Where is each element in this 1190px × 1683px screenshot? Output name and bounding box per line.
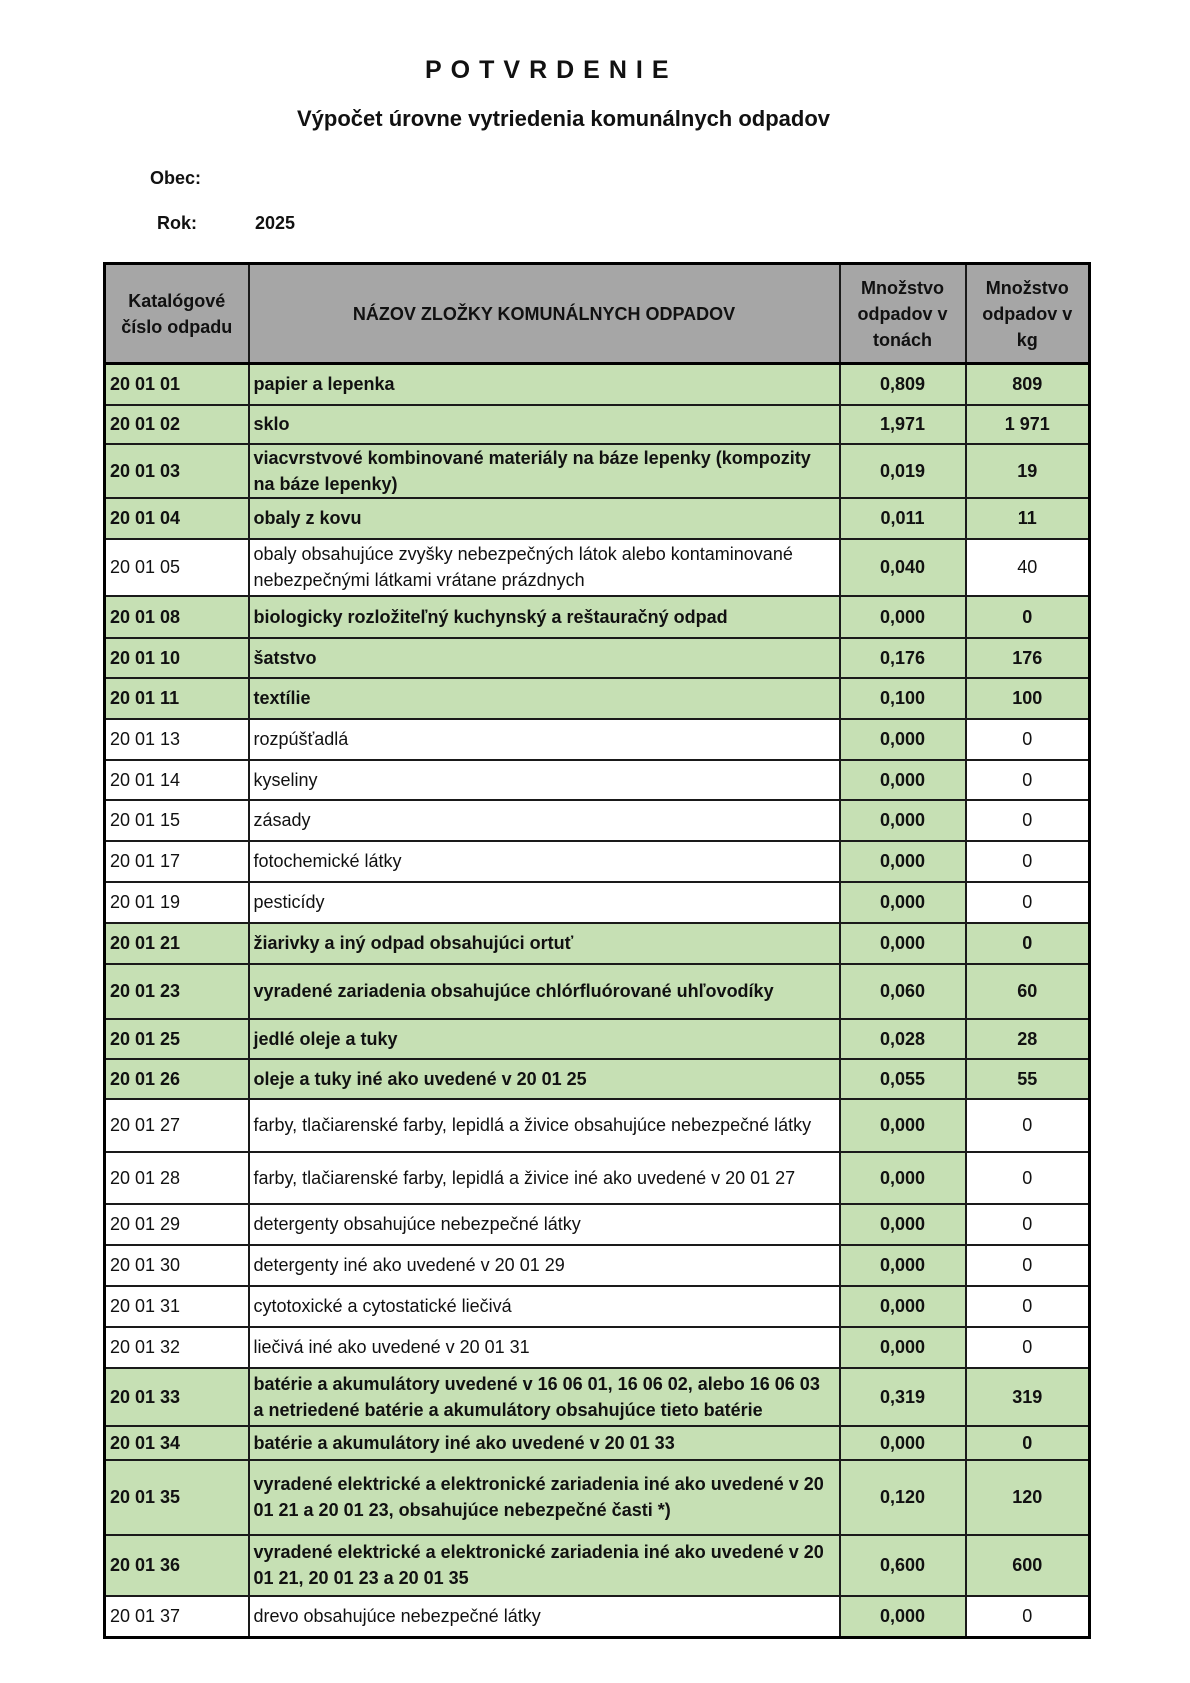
cell-tonnes: 0,000 <box>840 1099 966 1152</box>
column-header-tonnes: Množstvo odpadov v tonách <box>840 264 966 364</box>
cell-name: detergenty obsahujúce nebezpečné látky <box>249 1204 840 1245</box>
cell-name: biologicky rozložiteľný kuchynský a reštauračný odpad <box>249 596 840 638</box>
cell-name: žiarivky a iný odpad obsahujúci ortuť <box>249 923 840 964</box>
cell-tonnes: 0,000 <box>840 923 966 964</box>
table-row <box>105 1535 1090 1596</box>
table-body <box>105 364 1090 1638</box>
cell-code: 20 01 13 <box>105 719 249 760</box>
cell-name: vyradené elektrické a elektronické zariadenia iné ako uvedené v 20 01 21, 20 01 23 a 20 01 35 <box>249 1535 840 1596</box>
cell-name: kyseliny <box>249 760 840 800</box>
table-row <box>105 882 1090 923</box>
cell-code: 20 01 33 <box>105 1368 249 1426</box>
cell-code: 20 01 29 <box>105 1204 249 1245</box>
cell-name: jedlé oleje a tuky <box>249 1019 840 1059</box>
cell-tonnes: 0,000 <box>840 882 966 923</box>
cell-code: 20 01 27 <box>105 1099 249 1152</box>
table-row <box>105 1099 1090 1152</box>
cell-kg: 19 <box>966 444 1090 498</box>
cell-kg: 0 <box>966 1286 1090 1327</box>
cell-code: 20 01 26 <box>105 1059 249 1099</box>
table-row <box>105 1426 1090 1460</box>
cell-code: 20 01 11 <box>105 678 249 719</box>
table-row <box>105 638 1090 678</box>
cell-code: 20 01 08 <box>105 596 249 638</box>
cell-name: batérie a akumulátory uvedené v 16 06 01, 16 06 02, alebo 16 06 03 a netriedené batérie a akumulátory obsahujúce tieto batérie <box>249 1368 840 1426</box>
cell-name: detergenty iné ako uvedené v 20 01 29 <box>249 1245 840 1286</box>
cell-code: 20 01 05 <box>105 539 249 596</box>
table-row <box>105 1327 1090 1368</box>
cell-code: 20 01 19 <box>105 882 249 923</box>
table-row <box>105 760 1090 800</box>
table-row <box>105 364 1090 405</box>
cell-code: 20 01 17 <box>105 841 249 882</box>
cell-code: 20 01 15 <box>105 800 249 841</box>
table-row <box>105 1204 1090 1245</box>
table-row <box>105 1019 1090 1059</box>
cell-code: 20 01 36 <box>105 1535 249 1596</box>
cell-tonnes: 0,176 <box>840 638 966 678</box>
cell-kg: 100 <box>966 678 1090 719</box>
cell-tonnes: 0,060 <box>840 964 966 1019</box>
cell-code: 20 01 34 <box>105 1426 249 1460</box>
cell-tonnes: 0,000 <box>840 1152 966 1204</box>
cell-tonnes: 1,971 <box>840 405 966 444</box>
table-row <box>105 678 1090 719</box>
cell-kg: 28 <box>966 1019 1090 1059</box>
cell-kg: 0 <box>966 1426 1090 1460</box>
table-row <box>105 1286 1090 1327</box>
cell-kg: 0 <box>966 800 1090 841</box>
cell-tonnes: 0,000 <box>840 1286 966 1327</box>
cell-name: drevo obsahujúce nebezpečné látky <box>249 1596 840 1638</box>
cell-name: farby, tlačiarenské farby, lepidlá a živice obsahujúce nebezpečné látky <box>249 1099 840 1152</box>
table-row <box>105 800 1090 841</box>
cell-kg: 0 <box>966 760 1090 800</box>
cell-tonnes: 0,000 <box>840 596 966 638</box>
cell-kg: 0 <box>966 596 1090 638</box>
cell-name: papier a lepenka <box>249 364 840 405</box>
cell-tonnes: 0,055 <box>840 1059 966 1099</box>
table-row <box>105 1152 1090 1204</box>
table-row <box>105 1460 1090 1535</box>
table-row <box>105 841 1090 882</box>
table-row <box>105 1059 1090 1099</box>
cell-code: 20 01 01 <box>105 364 249 405</box>
cell-tonnes: 0,000 <box>840 1596 966 1638</box>
table-header-row <box>105 264 1090 364</box>
cell-kg: 11 <box>966 498 1090 539</box>
cell-code: 20 01 14 <box>105 760 249 800</box>
cell-kg: 60 <box>966 964 1090 1019</box>
table-row <box>105 498 1090 539</box>
cell-tonnes: 0,040 <box>840 539 966 596</box>
obec-label: Obec: <box>150 168 202 188</box>
column-header-kg: Množstvo odpadov v kg <box>966 264 1090 364</box>
cell-kg: 0 <box>966 1327 1090 1368</box>
cell-name: pesticídy <box>249 882 840 923</box>
cell-kg: 0 <box>966 1152 1090 1204</box>
cell-kg: 0 <box>966 882 1090 923</box>
table-row <box>105 1245 1090 1286</box>
cell-tonnes: 0,000 <box>840 800 966 841</box>
cell-kg: 319 <box>966 1368 1090 1426</box>
cell-name: cytotoxické a cytostatické liečivá <box>249 1286 840 1327</box>
cell-code: 20 01 30 <box>105 1245 249 1286</box>
cell-name: rozpúšťadlá <box>249 719 840 760</box>
cell-code: 20 01 32 <box>105 1327 249 1368</box>
cell-code: 20 01 25 <box>105 1019 249 1059</box>
column-header-name: NÁZOV ZLOŽKY KOMUNÁLNYCH ODPADOV <box>249 264 840 364</box>
cell-tonnes: 0,000 <box>840 719 966 760</box>
cell-tonnes: 0,100 <box>840 678 966 719</box>
cell-tonnes: 0,011 <box>840 498 966 539</box>
cell-tonnes: 0,028 <box>840 1019 966 1059</box>
cell-code: 20 01 31 <box>105 1286 249 1327</box>
cell-code: 20 01 23 <box>105 964 249 1019</box>
document-subtitle: Výpočet úrovne vytriedenia komunálnych odpadov <box>297 106 831 131</box>
cell-code: 20 01 37 <box>105 1596 249 1638</box>
cell-name: zásady <box>249 800 840 841</box>
table-row <box>105 596 1090 638</box>
cell-kg: 40 <box>966 539 1090 596</box>
cell-tonnes: 0,000 <box>840 1204 966 1245</box>
cell-kg: 120 <box>966 1460 1090 1535</box>
cell-tonnes: 0,000 <box>840 1426 966 1460</box>
cell-name: textílie <box>249 678 840 719</box>
table-row <box>105 1368 1090 1426</box>
cell-code: 20 01 03 <box>105 444 249 498</box>
cell-kg: 600 <box>966 1535 1090 1596</box>
table-row <box>105 1596 1090 1638</box>
cell-kg: 0 <box>966 1099 1090 1152</box>
cell-name: sklo <box>249 405 840 444</box>
cell-code: 20 01 35 <box>105 1460 249 1535</box>
cell-kg: 809 <box>966 364 1090 405</box>
cell-code: 20 01 02 <box>105 405 249 444</box>
cell-kg: 1 971 <box>966 405 1090 444</box>
cell-name: obaly obsahujúce zvyšky nebezpečných látok alebo kontaminované nebezpečnými látkami vrátane prázdnych <box>249 539 840 596</box>
cell-tonnes: 0,319 <box>840 1368 966 1426</box>
table-row <box>105 719 1090 760</box>
table-row <box>105 539 1090 596</box>
cell-name: farby, tlačiarenské farby, lepidlá a živice iné ako uvedené v 20 01 27 <box>249 1152 840 1204</box>
cell-code: 20 01 21 <box>105 923 249 964</box>
cell-name: liečivá iné ako uvedené v 20 01 31 <box>249 1327 840 1368</box>
table-row <box>105 405 1090 444</box>
table-row <box>105 923 1090 964</box>
table-row <box>105 444 1090 498</box>
cell-kg: 176 <box>966 638 1090 678</box>
document-title: POTVRDENIE <box>425 56 678 84</box>
cell-name: vyradené elektrické a elektronické zariadenia iné ako uvedené v 20 01 21 a 20 01 23, obsahujúce nebezpečné časti *) <box>249 1460 840 1535</box>
cell-kg: 0 <box>966 1596 1090 1638</box>
cell-kg: 0 <box>966 923 1090 964</box>
cell-tonnes: 0,600 <box>840 1535 966 1596</box>
cell-code: 20 01 04 <box>105 498 249 539</box>
cell-name: batérie a akumulátory iné ako uvedené v 20 01 33 <box>249 1426 840 1460</box>
cell-name: oleje a tuky iné ako uvedené v 20 01 25 <box>249 1059 840 1099</box>
cell-name: obaly z kovu <box>249 498 840 539</box>
waste-table <box>103 262 1091 1639</box>
rok-value: 2025 <box>255 213 296 233</box>
cell-kg: 0 <box>966 1245 1090 1286</box>
rok-label: Rok: <box>157 213 197 233</box>
table-row <box>105 964 1090 1019</box>
cell-kg: 0 <box>966 1204 1090 1245</box>
cell-name: vyradené zariadenia obsahujúce chlórfluórované uhľovodíky <box>249 964 840 1019</box>
cell-name: šatstvo <box>249 638 840 678</box>
cell-tonnes: 0,000 <box>840 760 966 800</box>
cell-tonnes: 0,019 <box>840 444 966 498</box>
cell-tonnes: 0,120 <box>840 1460 966 1535</box>
cell-tonnes: 0,809 <box>840 364 966 405</box>
cell-kg: 0 <box>966 719 1090 760</box>
cell-tonnes: 0,000 <box>840 841 966 882</box>
cell-name: viacvrstvové kombinované materiály na báze lepenky (kompozity na báze lepenky) <box>249 444 840 498</box>
cell-name: fotochemické látky <box>249 841 840 882</box>
column-header-code: Katalógové číslo odpadu <box>105 264 249 364</box>
cell-code: 20 01 28 <box>105 1152 249 1204</box>
cell-tonnes: 0,000 <box>840 1245 966 1286</box>
cell-tonnes: 0,000 <box>840 1327 966 1368</box>
cell-kg: 55 <box>966 1059 1090 1099</box>
cell-kg: 0 <box>966 841 1090 882</box>
cell-code: 20 01 10 <box>105 638 249 678</box>
